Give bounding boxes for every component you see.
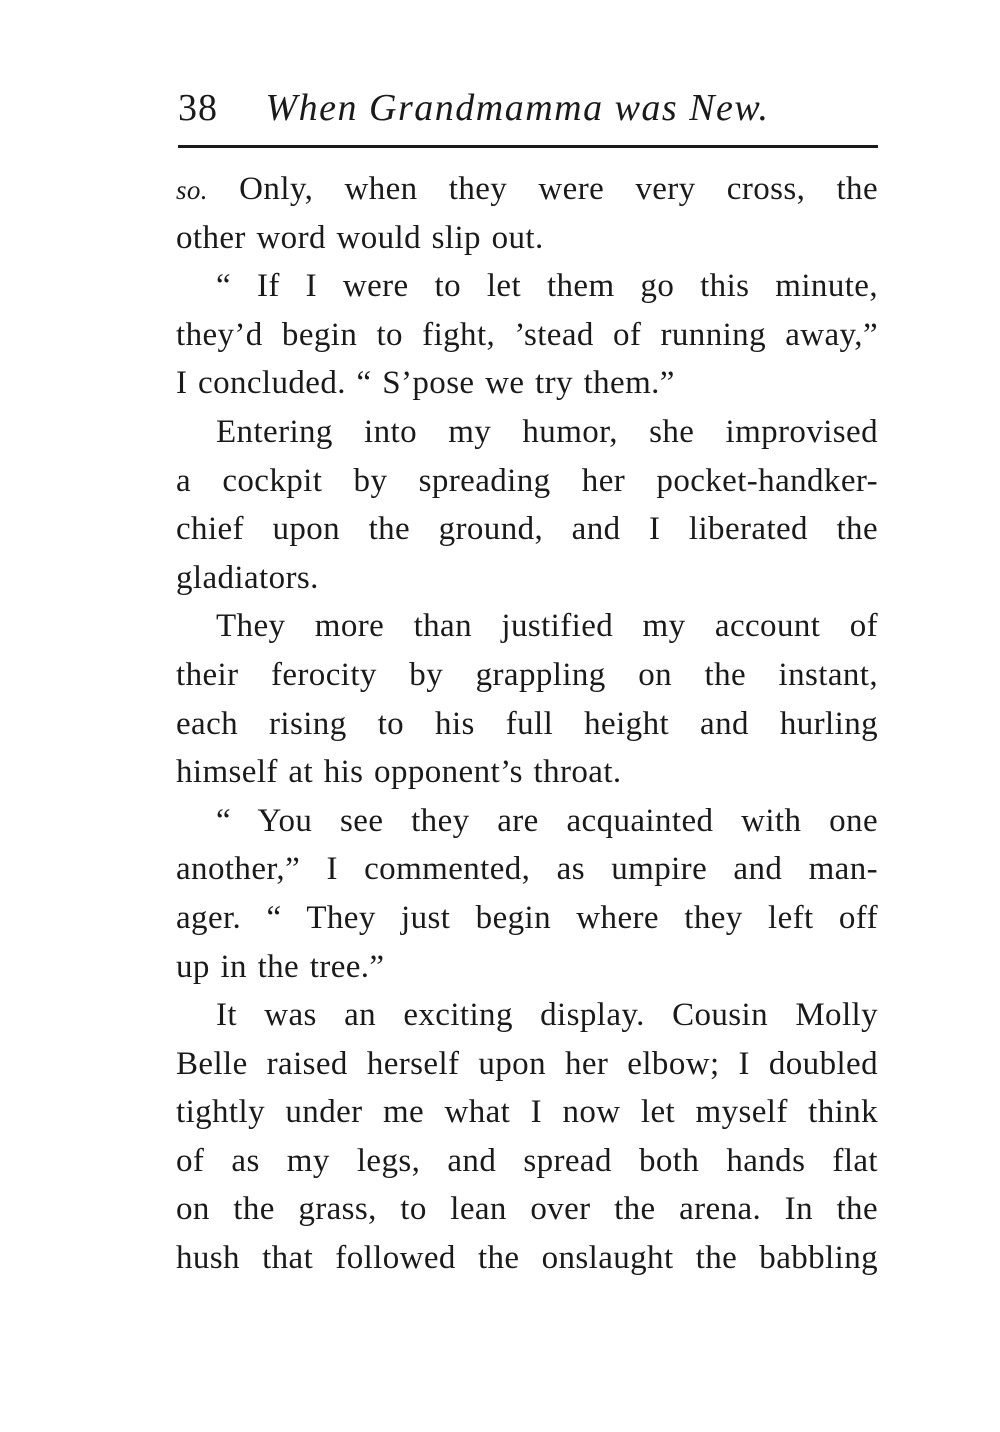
running-title: When Grandmamma was New. <box>265 87 770 129</box>
text-line <box>176 1137 878 1186</box>
text-line <box>176 1234 878 1283</box>
text-line <box>176 214 878 263</box>
text-line <box>176 845 878 894</box>
paragraph <box>176 262 878 408</box>
line-text: It was an exciting display. Cousin Molly <box>216 997 878 1034</box>
text-line <box>176 1185 878 1234</box>
line-text: gladiators. <box>176 559 319 596</box>
text-line <box>176 1088 878 1137</box>
line-text: another,” I commented, as umpire and man- <box>176 851 878 888</box>
text-line <box>176 602 878 651</box>
text-line <box>176 991 878 1040</box>
text-line <box>176 651 878 700</box>
text-line <box>176 1040 878 1089</box>
paragraph <box>176 165 878 262</box>
line-text: of as my legs, and spread both hands flat <box>176 1142 878 1179</box>
line-text: hush that followed the onslaught the babbling <box>176 1240 878 1277</box>
line-text: a cockpit by spreading her pocket-handker- <box>176 462 878 499</box>
text-line <box>176 700 878 749</box>
text-line <box>176 165 878 214</box>
line-text: ager. “ They just begin where they left off <box>176 899 878 936</box>
text-line <box>176 943 878 992</box>
text-line <box>176 408 878 457</box>
line-text: They more than justified my account of <box>216 608 878 645</box>
line-text: up in the tree.” <box>176 948 385 985</box>
text-line <box>176 748 878 797</box>
line-text: on the grass, to lean over the arena. In the <box>176 1191 878 1228</box>
text-line <box>176 311 878 360</box>
body-text <box>176 165 878 1283</box>
running-head <box>178 78 878 138</box>
line-text: chief upon the ground, and I liberated the <box>176 511 878 548</box>
line-text: “ If I were to let them go this minute, <box>216 268 878 305</box>
page-number: 38 <box>178 87 218 129</box>
text-line <box>176 894 878 943</box>
paragraph <box>176 408 878 602</box>
line-text: I concluded. “ S’pose we try them.” <box>176 365 675 402</box>
line-text: tightly under me what I now let myself think <box>176 1094 878 1131</box>
line-text: other word would slip out. <box>176 219 544 256</box>
text-line <box>176 359 878 408</box>
text-line <box>176 505 878 554</box>
header-rule <box>178 145 878 148</box>
paragraph <box>176 991 878 1283</box>
line-text: Only, when they were very cross, the <box>207 171 878 207</box>
line-text: they’d begin to fight, ’stead of running away,” <box>176 316 878 353</box>
line-text: himself at his opponent’s throat. <box>176 754 622 791</box>
text-line <box>176 554 878 603</box>
line-text: each rising to his full height and hurling <box>176 705 878 742</box>
text-line <box>176 797 878 846</box>
text-line <box>176 262 878 311</box>
line-text: “ You see they are acquainted with one <box>216 802 878 839</box>
paragraph <box>176 602 878 796</box>
line-text: their ferocity by grappling on the instant, <box>176 656 878 693</box>
text-line <box>176 457 878 506</box>
paragraph <box>176 797 878 991</box>
line-text: Entering into my humor, she improvised <box>216 413 878 450</box>
italic-word: so. <box>176 175 208 205</box>
line-text: Belle raised herself upon her elbow; I doubled <box>176 1045 878 1082</box>
